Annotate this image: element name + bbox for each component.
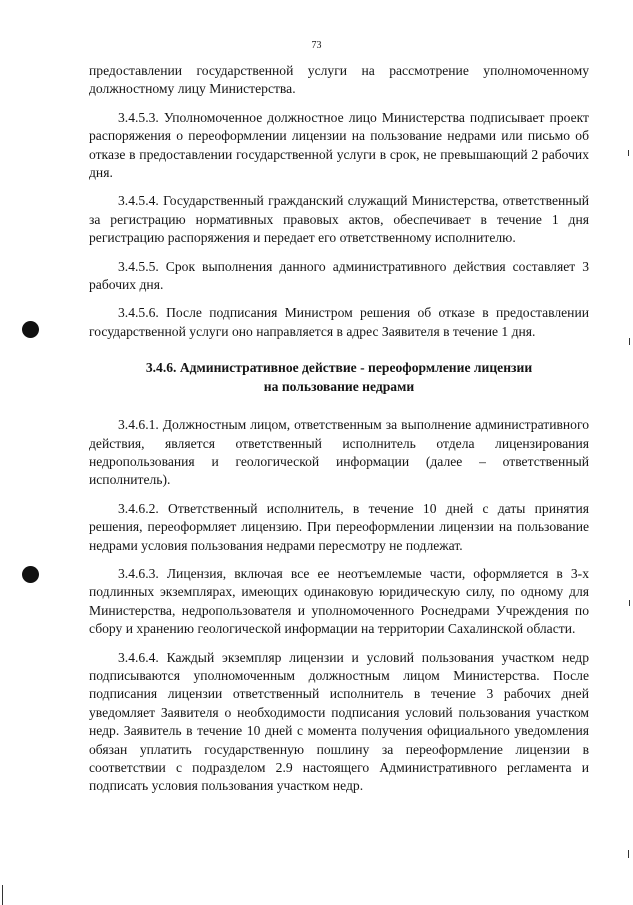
paragraph-3-4-5-4: 3.4.5.4. Государственный гражданский служащий Министерства, ответственный за регистрацию нормативных правовых актов, обеспечивает в течение 1 дня регистрацию распоряжения и передает его ответственному исполнителю. xyxy=(89,193,589,246)
scan-edge-mark-left xyxy=(2,885,3,905)
paragraph-continuation: предоставлении государственной услуги на рассмотрение уполномоченному должностному лицу Министерства. xyxy=(89,63,589,97)
paragraph-3-4-6-3: 3.4.6.3. Лицензия, включая все ее неотъемлемые части, оформляется в 3-х подлинных экземплярах, имеющих одинаковую юридическую силу, по одному для Министерства, недропользователя и уполномоченного Роснедрами Учреждения по сбору и хранению геологической информации на территории Сахалинской области. xyxy=(89,565,589,637)
scan-edge-mark-middle xyxy=(629,338,630,345)
document-body xyxy=(89,62,589,806)
paragraph-3-4-5-6: 3.4.5.6. После подписания Министром решения об отказе в предоставлении государственной услуги оно направляется в адрес Заявителя в течение 1 дня. xyxy=(89,305,589,339)
scan-edge-mark-bottom xyxy=(628,850,629,858)
punch-hole-upper xyxy=(22,321,39,338)
section-heading-3-4-6 xyxy=(89,359,589,396)
section-heading-line-2: на пользование недрами xyxy=(263,378,415,394)
paragraph-3-4-6-1: 3.4.6.1. Должностным лицом, ответственным за выполнение административного действия, является ответственный исполнитель отдела лицензирования недропользования и геологической информации (далее – ответственный исполнитель). xyxy=(89,417,589,488)
paragraph-3-4-6-4: 3.4.6.4. Каждый экземпляр лицензии и условий пользования участком недр подписываются уполномоченным должностным лицом Министерства. После подписания лицензии ответственный исполнитель в течение 3 рабочих дней уведомляет Заявителя о необходимости подписания условий пользования участком недр. Заявитель в течение 10 дней с момента получения официального уведомления обязан уплатить государственную пошлину за переоформление лицензии в соответствии с подразделом 2.9 настоящего Административного регламента и подписать условия пользования участком недр. xyxy=(89,649,589,794)
page-number: 73 xyxy=(311,40,322,51)
section-heading-line-1: 3.4.6. Административное действие - переоформление лицензии xyxy=(145,360,533,376)
scan-edge-mark-top xyxy=(628,150,629,156)
punch-hole-lower xyxy=(22,566,39,583)
paragraph-3-4-5-5: 3.4.5.5. Срок выполнения данного административного действия составляет 3 рабочих дня. xyxy=(89,258,589,293)
paragraph-3-4-5-3: 3.4.5.3. Уполномоченное должностное лицо Министерства подписывает проект распоряжения о переоформлении лицензии на пользование недрами или письмо об отказе в предоставлении государственной услуги в срок, не превышающий 2 рабочих дня. xyxy=(89,109,589,181)
scan-edge-mark-lower xyxy=(629,600,630,606)
paragraph-3-4-6-2: 3.4.6.2. Ответственный исполнитель, в течение 10 дней с даты принятия решения, переоформляет лицензию. При переоформлении лицензии на пользование недрами условия пользования недрами пересмотру не подлежат. xyxy=(89,500,589,553)
